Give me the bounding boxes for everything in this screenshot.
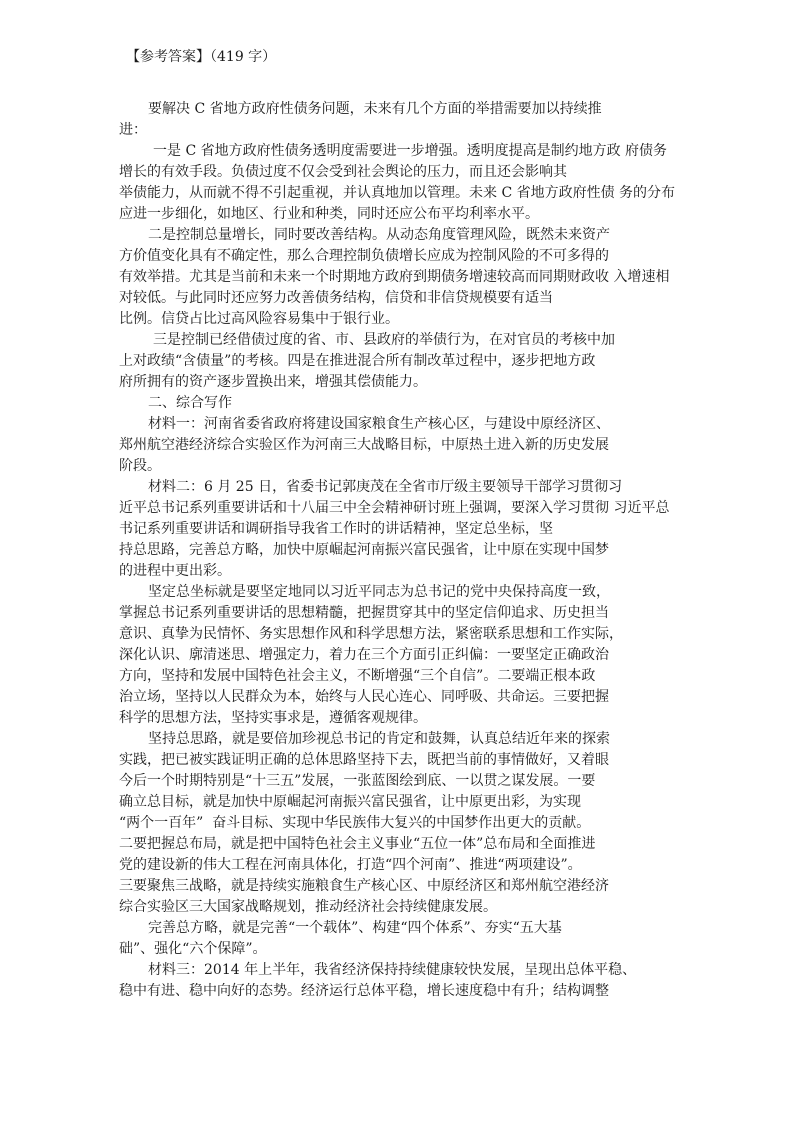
text-line: 有效举措。尤其是当前和未来一个时期地方政府到期债务增速较高而同期财政收 入增速相 [119,269,670,285]
text-line: 材料二：6 月 25 日，省委书记郭庚茂在全省市厅级主要领导干部学习贯彻习 [148,479,623,495]
text-line: 二要把握总布局，就是把中国特色社会主义事业“五位一体”总布局和全面推进 [119,836,596,852]
text-line: 确立总目标，就是加快中原崛起河南振兴富民强省，让中原更出彩，为实现 [119,794,581,810]
text-line: 坚持总思路，就是要倍加珍视总书记的肯定和鼓舞，认真总结近年来的探索 [148,731,610,747]
text-line: 深化认识、廓清迷思、增强定力，着力在三个方面引正纠偏：一要坚定正确政治 [119,647,609,663]
text-line: 三要聚焦三战略，就是持续实施粮食生产核心区、中原经济区和郑州航空港经济 [119,878,609,894]
text-line: 党的建设新的伟大工程在河南具体化，打造“四个河南”、推进“两项建设”。 [119,857,582,873]
text-line: 阶段。 [119,458,161,474]
text-line: 书记系列重要讲话和调研指导我省工作时的讲话精神，坚定总坐标，坚 [119,521,553,537]
text-line: 稳中有进、稳中向好的态势。经济运行总体平稳，增长速度稳中有升；结构调整 [119,983,609,999]
text-line: 要解决 C 省地方政府性债务问题，未来有几个方面的举措需要加以持续推 [148,101,602,117]
text-line: 方价值变化具有不确定性，那么合理控制负债增长应成为控制风险的不可多得的 [119,248,609,264]
text-line: 二是控制总量增长，同时要改善结构。从动态角度管理风险，既然未来资产 [148,227,610,243]
text-line: 治立场，坚持以人民群众为本，始终与人民心连心、同呼吸、共命运。三要把握 [119,689,609,705]
text-line: 增长的有效手段。负债过度不仅会受到社会舆论的压力，而且还会影响其 [119,164,567,180]
text-line: 实践，把已被实践证明正确的总体思路坚持下去，既把当前的事情做好，又着眼 [119,752,609,768]
text-line: 持总思路，完善总方略，加快中原崛起河南振兴富民强省，让中原在实现中国梦 [119,542,609,558]
text-line: 上对政绩“含债量”的考核。四是在推进混合所有制改革过程中，逐步把地方政 [119,353,596,369]
text-line: 科学的思想方法，坚持实事求是，遵循客观规律。 [119,710,427,726]
text-line: 一是 C 省地方政府性债务透明度需要进一步增强。透明度提高是制约地方政 府债务 [153,143,668,159]
text-line: 比例。信贷占比过高风险容易集中于银行业。 [119,311,399,327]
text-line: 近平总书记系列重要讲话和十八届三中全会精神研讨班上强调，要深入学习贯彻 习近平总 [119,500,670,516]
text-line: 府所拥有的资产逐步置换出来，增强其偿债能力。 [119,374,427,390]
text-line: 今后一个时期特别是“十三五”发展，一张蓝图绘到底、一以贯之谋发展。一要 [119,773,596,789]
text-line: 坚定总坐标就是要坚定地同以习近平同志为总书记的党中央保持高度一致， [148,584,610,600]
text-line: “两个一百年” 奋斗目标、实现中华民族伟大复兴的中国梦作出更大的贡献。 [119,815,591,831]
text-line: 综合实验区三大国家战略规划，推动经济社会持续健康发展。 [119,899,497,915]
section-heading: 二、综合写作 [148,395,232,411]
text-line: 的进程中更出彩。 [119,563,231,579]
text-line: 应进一步细化，如地区、行业和种类，同时还应公布平均利率水平。 [119,206,539,222]
text-line: 进： [119,122,147,138]
text-line: 举债能力，从而就不得不引起重视，并认真地加以管理。未来 C 省地方政府性债 务的分布 [119,185,676,201]
text-line: 郑州航空港经济综合实验区作为河南三大战略目标，中原热土进入新的历史发展 [119,437,609,453]
text-line: 意识、真挚为民情怀、务实思想作风和科学思想方法，紧密联系思想和工作实际， [119,626,623,642]
answer-heading: 【参考答案】（419 字） [126,49,277,65]
text-line: 完善总方略，就是完善“一个载体”、构建“四个体系”、夯实“五大基 [148,920,562,936]
text-line: 材料三：2014 年上半年，我省经济保持持续健康较快发展，呈现出总体平稳、 [148,962,637,978]
text-line: 对较低。与此同时还应努力改善债务结构，信贷和非信贷规模要有适当 [119,290,553,306]
text-line: 方向，坚持和发展中国特色社会主义，不断增强“三个自信”。二要端正根本政 [119,668,596,684]
text-line: 三是控制已经借债过度的省、市、县政府的举债行为，在对官员的考核中加 [153,332,615,348]
text-line: 础”、强化“六个保障”。 [119,941,267,957]
text-line: 材料一：河南省委省政府将建设国家粮食生产核心区，与建设中原经济区、 [148,416,610,432]
text-line: 掌握总书记系列重要讲话的思想精髓，把握贯穿其中的坚定信仰追求、历史担当 [119,605,609,621]
